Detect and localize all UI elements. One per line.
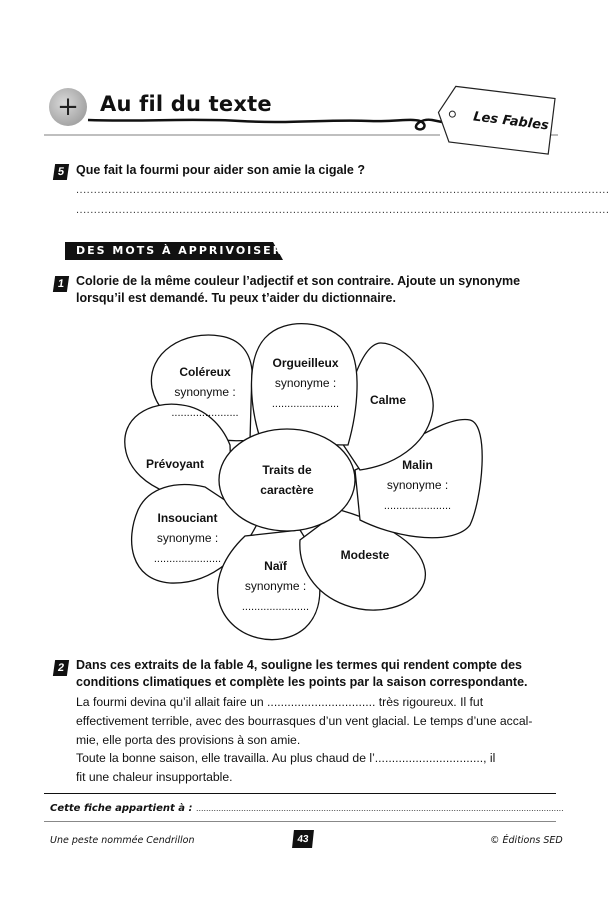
excerpt-1-line-1: La fourmi devina qu’il allait faire un ................................ très rigoureux. Il fut — [76, 695, 484, 709]
exercise-1-line-2: lorsqu’il est demandé. Tu peux t’aider du dictionnaire. — [76, 291, 396, 305]
page-number: 43 — [292, 830, 314, 848]
petal-malin-label: Malin synonyme : ...................... — [383, 458, 452, 512]
petal-modeste-label: Modeste — [340, 548, 390, 562]
question-number: 5 — [53, 164, 69, 180]
question-5-text: Que fait la fourmi pour aider son amie la cigale ? — [76, 163, 365, 177]
flower-center-label: Traits de caractère — [260, 463, 314, 497]
exercise-number: 1 — [53, 276, 69, 292]
excerpt-2-line-1: Toute la bonne saison, elle travailla. Au plus chaud de l’................................, il — [76, 751, 496, 765]
tag-label: Les Fables — [472, 109, 550, 134]
answer-line: ...................................................................................................................................................... — [76, 184, 609, 196]
ownership-label: Cette fiche appartient à : — [50, 803, 193, 814]
ownership-rule — [44, 793, 556, 794]
petal-insouciant-label: Insouciant synonyme : ...................... — [153, 511, 222, 565]
petal-orgueilleux-label: Orgueilleux synonyme : ...................... — [271, 356, 340, 410]
exercise-1-line-1: Colorie de la même couleur l’adjectif et son contraire. Ajoute un synonyme — [76, 274, 521, 288]
petal-naif-label: Naïf synonyme : ...................... — [241, 559, 310, 613]
footer-book-title: Une peste nommée Cendrillon — [50, 835, 195, 846]
excerpt-1-line-2: effectivement terrible, avec des bourrasques d’un vent glacial. Le temps d’une accal- — [76, 714, 533, 728]
footer-publisher: © Éditions SED — [490, 835, 563, 846]
exercise-number: 2 — [53, 660, 69, 676]
petal-prevoyant-label: Prévoyant — [145, 457, 205, 471]
plus-badge-icon: + — [49, 88, 87, 126]
petal-calme-label: Calme — [369, 393, 407, 407]
ownership-dots: ................................................................................................................................................... — [196, 803, 564, 813]
excerpt-2-line-2: fit une chaleur insupportable. — [76, 770, 233, 784]
page-title: Au fil du texte — [100, 92, 272, 116]
section-banner: DES MOTS À APPRIVOISER — [76, 244, 284, 257]
excerpt-1-line-3: mie, elle porta des provisions à son amie. — [76, 733, 301, 747]
exercise-2-line-2: conditions climatiques et complète les points par la saison correspondante. — [76, 675, 528, 689]
answer-line: ...................................................................................................................................................... — [76, 204, 609, 216]
ownership-bottom-rule — [44, 821, 556, 822]
exercise-2-line-1: Dans ces extraits de la fable 4, souligne les termes qui rendent compte des — [76, 658, 522, 672]
petal-coleraux-label: Coléreux synonyme : ...................... — [171, 365, 239, 419]
